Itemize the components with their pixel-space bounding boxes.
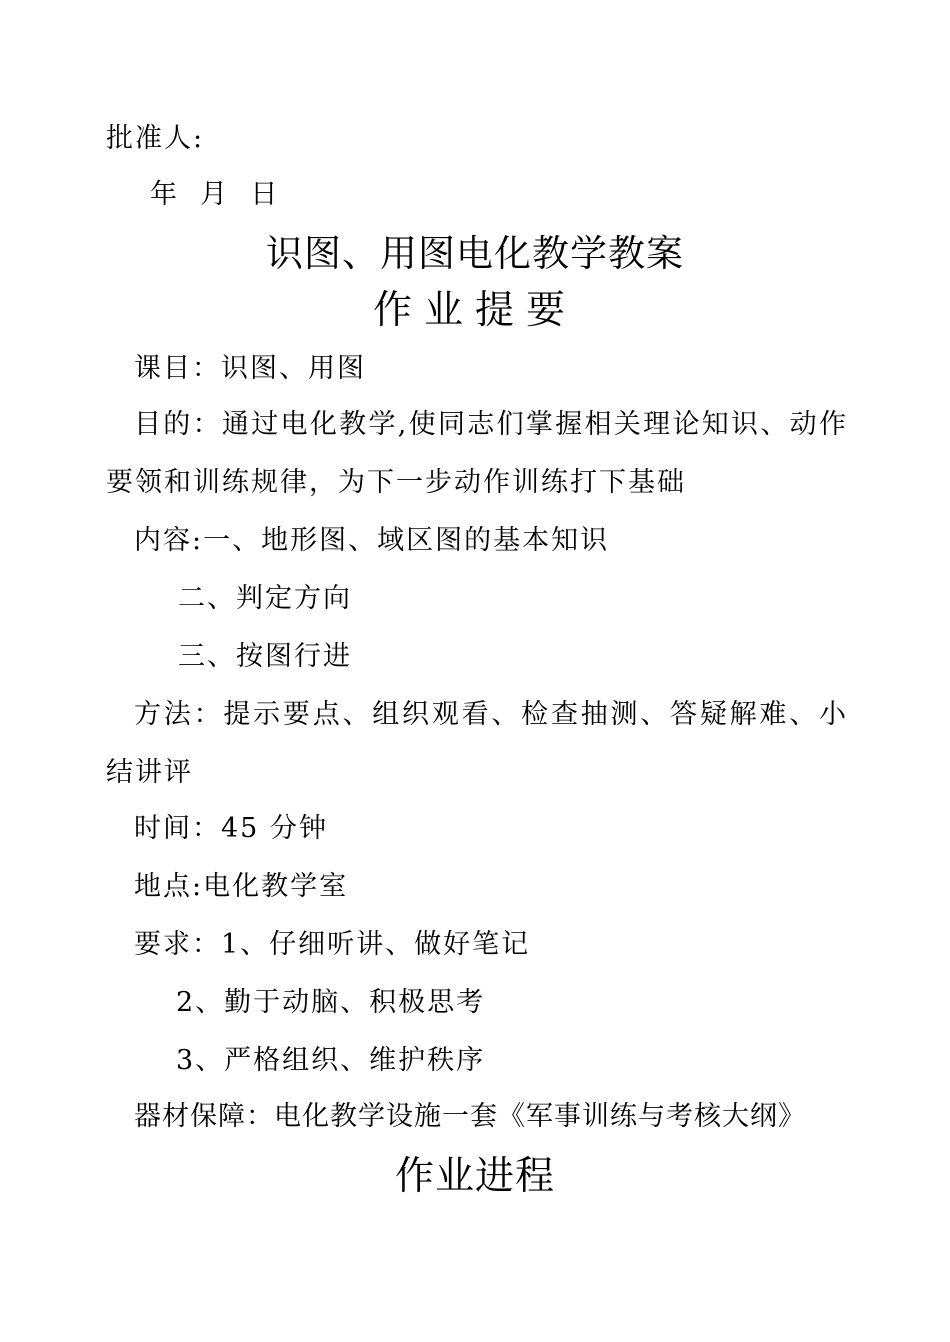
requirement-line-3: 3、严格组织、维护秩序 bbox=[176, 1045, 486, 1076]
approver-label: 批准人: bbox=[106, 123, 205, 154]
requirement-line-1: 要求：1、仔细听讲、做好笔记 bbox=[134, 929, 531, 960]
subject-line: 课目：识图、用图 bbox=[134, 353, 366, 384]
outline-heading: 作业提要 bbox=[372, 288, 577, 333]
purpose-line-2: 要领和训练规律，为下一步动作训练打下基础 bbox=[106, 467, 686, 498]
content-line-3: 三、按图行进 bbox=[178, 641, 352, 672]
content-line-1: 内容:一、地形图、域区图的基本知识 bbox=[134, 525, 610, 556]
requirement-line-2: 2、勤于动脑、积极思考 bbox=[176, 987, 486, 1018]
date-label: 年 月 日 bbox=[150, 179, 280, 210]
method-line-2: 结讲评 bbox=[106, 757, 193, 788]
document-title: 识图、用图电化教学教案 bbox=[266, 232, 684, 275]
time-line: 时间：45 分钟 bbox=[134, 813, 328, 844]
purpose-line-1: 目的：通过电化教学,使同志们掌握相关理论知识、动作 bbox=[134, 409, 846, 440]
place-line: 地点:电化教学室 bbox=[134, 871, 349, 902]
content-line-2: 二、判定方向 bbox=[178, 583, 352, 614]
progress-heading: 作业进程 bbox=[394, 1154, 555, 1199]
method-line-1: 方法：提示要点、组织观看、检查抽测、答疑解难、小 bbox=[134, 699, 846, 730]
equipment-line: 器材保障：电化教学设施一套《军事训练与考核大纲》 bbox=[134, 1101, 806, 1132]
